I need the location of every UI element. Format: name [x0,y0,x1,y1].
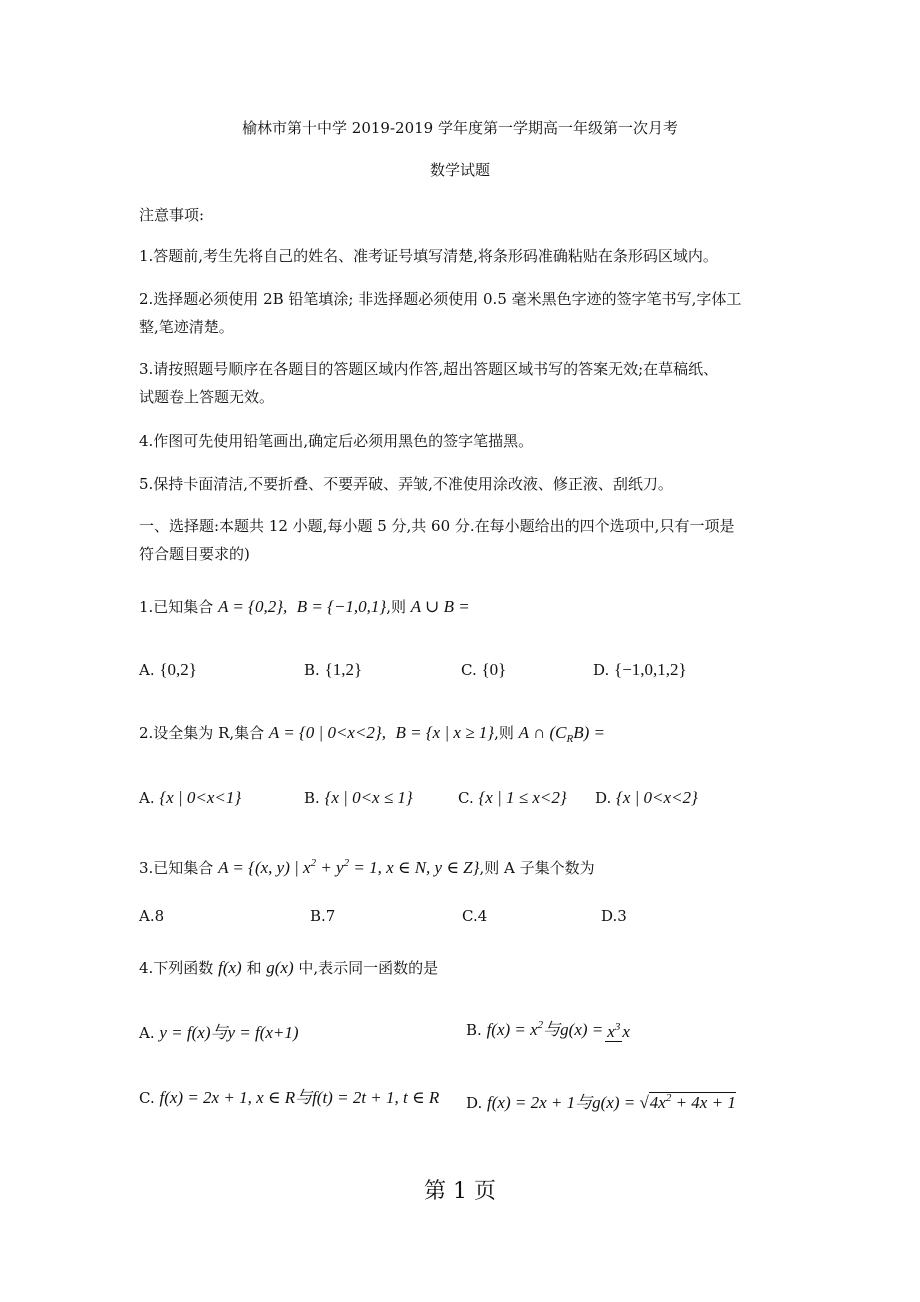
q2-expr: A ∩ $(C_RB)$ = [518,723,605,745]
q2-option-c: C. {x | 1 ≤ x<2} [458,788,567,807]
note-item: 4.作图可先使用铅笔画出,确定后必须用黑色的签字笔描黑。 [139,432,534,450]
note-item: 5.保持卡面清洁,不要折叠、不要弄破、弄皱,不准使用涂改液、修正液、刮纸刀。 [139,475,673,493]
q2-option-b: B. {x | 0<x ≤ 1} [304,788,413,807]
q3-prefix: 3.已知集合 [139,859,219,877]
q2-option-a: A. {x | 0<x<1} [139,788,242,807]
q3-set-a: A = {(x, y) | $x^2 + y^2 = 1$, x ∈ N, y ∈ Z} [218,857,480,877]
note-item: 3.请按照题号顺序在各题目的答题区域内作答,超出答题区域书写的答案无效;在草稿纸、 [139,360,719,378]
q3-suffix: ,则 A 子集个数为 [479,859,595,877]
q3-option-c: C.4 [462,907,488,925]
q1-expr: A ∪ B = [410,597,470,616]
q1-option-c: C. {0} [461,660,507,679]
question-2 [139,723,605,749]
q2-option-d: D. {x | 0<x<2} [595,788,698,807]
q2-set-b: B = {x | x ≥ 1} [395,723,495,742]
q4-g: g(x) [266,958,294,977]
note-item: 试题卷上答题无效。 [139,388,275,406]
question-3 [139,853,595,878]
q3-option-d: D.3 [601,907,627,925]
exam-title: 榆林市第十中学 2019-2019 学年度第一学期高一年级第一次月考 [242,119,678,137]
notes-heading: 注意事项: [139,206,205,224]
section-heading-cont: 符合题目要求的) [139,545,250,563]
note-item: 1.答题前,考生先将自己的姓名、准考证号填写清楚,将条形码准确粘贴在条形码区域内。 [139,247,718,265]
q4-radicand: $4x^2 + 4x + 1$ [649,1092,736,1112]
q1-set-b: B = {−1,0,1} [296,597,387,616]
q1-option-a: A. {0,2} [139,660,197,679]
q1-mid: ,则 [386,598,411,616]
question-4: 4.下列函数 f(x) 和 g(x) 中,表示同一函数的是 [139,958,439,977]
note-item: 2.选择题必须使用 2B 铅笔填涂; 非选择题必须使用 0.5 毫米黑色字迹的签字笔书写,字体工 [139,290,742,308]
note-item: 整,笔迹清楚。 [139,318,234,336]
q4-f: f(x) [218,958,242,977]
section-heading: 一、选择题:本题共 12 小题,每小题 5 分,共 60 分.在每小题给出的四个选项中,只有一项是 [139,517,735,535]
q3-option-a: A.8 [139,907,165,925]
q2-mid: ,则 [494,724,519,742]
q4-fraction: $x^3$ x [607,1021,630,1041]
q1-set-a: A = {0,2}, [218,597,288,616]
question-1 [139,597,470,617]
q4-option-d: D. f(x) = 2x + 1与$g(x) = √4x^2 + 4x + 1$ [466,1092,736,1112]
q1-option-b: B. {1,2} [304,660,363,679]
q2-prefix: 2.设全集为 R,集合 [139,724,269,742]
q4-option-a: A. y = f(x)与y = f(x+1) [139,1023,299,1042]
q3-option-b: B.7 [310,907,336,925]
q1-prefix: 1.已知集合 [139,598,219,616]
exam-subject: 数学试题 [429,161,490,179]
q2-set-a: A = {0 | 0<x<2}, [268,723,386,742]
q1-option-d: D. {−1,0,1,2} [593,660,687,679]
page-number: 第 1 页 [424,1179,496,1204]
q4-option-b: B. $f(x) = x^2$与$g(x) = x^3$ x [466,1019,630,1041]
q4-option-c: C. f(x) = 2x + 1, x ∈ R与f(t) = 2t + 1, t ∈ R [139,1088,440,1107]
